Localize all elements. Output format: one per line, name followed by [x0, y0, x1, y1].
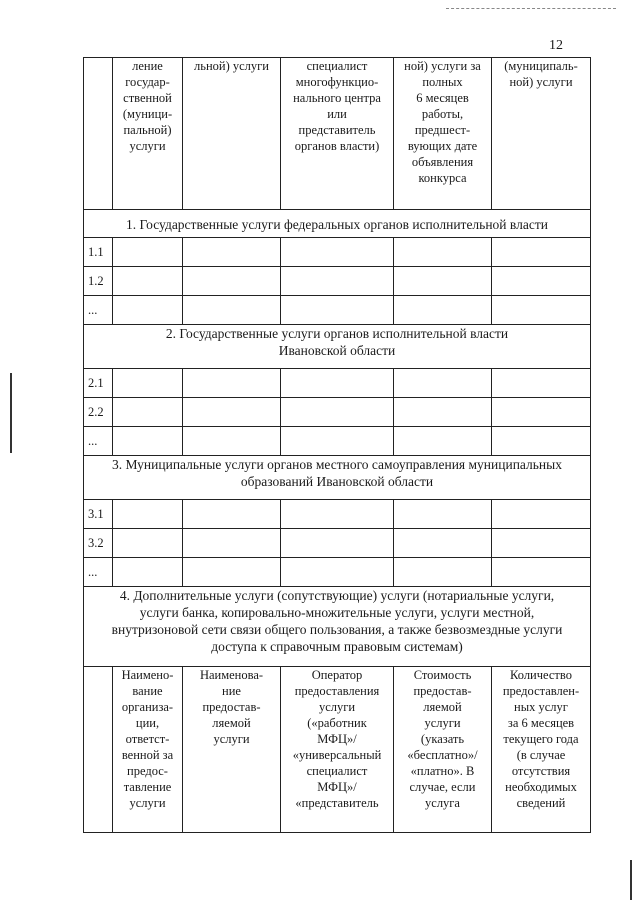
- cell-text-line: «представитель: [295, 796, 379, 810]
- cell-text-line: ляемой: [212, 716, 251, 730]
- section-2-title: [84, 325, 591, 369]
- cell-text-line: случае, если: [409, 780, 476, 794]
- cell-text-line: ление: [132, 59, 163, 73]
- cell-text-line: «универсальный: [292, 748, 382, 762]
- cell-text-line: 3. Муниципальные услуги органов местного самоуправления муниципальных: [112, 457, 562, 472]
- cell-text-line: услуги: [318, 700, 356, 714]
- cell-text-line: предоставлен-: [502, 684, 580, 698]
- row-number: 2.1: [84, 369, 113, 398]
- header-cell-3: [394, 58, 492, 210]
- section-3-row: [84, 456, 591, 500]
- cell-text-line: услуги: [129, 796, 166, 810]
- services-table: [83, 57, 591, 833]
- header-cell-blank: [84, 667, 113, 833]
- cell-text-line: ние: [222, 684, 241, 698]
- header-cell-0: [113, 58, 183, 210]
- cell-text-line: 2. Государственные услуги органов исполнительной власти: [165, 326, 509, 341]
- section-4-row: [84, 587, 591, 667]
- header-cell-1: [183, 58, 281, 210]
- cell-text-line: организа-: [121, 700, 174, 714]
- cell-text-line: отсутствия: [511, 764, 571, 778]
- cell-text-line: полных: [422, 75, 463, 89]
- row-number: 1.1: [84, 238, 113, 267]
- cell-text-line: тавление: [123, 780, 172, 794]
- cell-text-line: МФЦ»/: [317, 732, 357, 746]
- cell-text-line: 6 месяцев: [416, 91, 469, 105]
- cell-text-line: (указать: [420, 732, 465, 746]
- cell-text-line: вание: [132, 684, 163, 698]
- cell-text-line: Стоимость: [413, 668, 472, 682]
- header-cell-blank: [84, 58, 113, 210]
- cell-text-line: МФЦ»/: [317, 780, 357, 794]
- header-cell-4: [492, 58, 591, 210]
- cell-text-line: ответст-: [125, 732, 170, 746]
- org-name-header: [113, 667, 183, 833]
- scan-artifact-right: [630, 860, 632, 900]
- cell-text-line: 1. Государственные услуги федеральных органов исполнительной власти: [126, 217, 548, 232]
- cell-text-line: Количество: [510, 668, 572, 682]
- row-number: ...: [84, 427, 113, 456]
- cell-text-line: необходимых: [505, 780, 577, 794]
- scan-artifact-left: [10, 373, 12, 453]
- cell-text-line: представитель: [298, 123, 376, 137]
- cell-text-line: предшест-: [414, 123, 471, 137]
- row-number: 2.2: [84, 398, 113, 427]
- cell-text-line: Оператор: [311, 668, 363, 682]
- continued-header-row: [84, 58, 591, 210]
- cell-text-line: или: [327, 107, 347, 121]
- table-row: [84, 558, 591, 587]
- cell-text-line: (муници-: [122, 107, 173, 121]
- cell-text-line: предостав-: [202, 700, 261, 714]
- cell-text-line: 4. Дополнительные услуги (сопутствующие) услуги (нотариальные услуги,: [119, 588, 555, 603]
- section-1-row: [84, 210, 591, 238]
- cell-text-line: ных услуг: [514, 700, 568, 714]
- cell-text-line: Наименова-: [199, 668, 264, 682]
- cell-text-line: (в случае: [516, 748, 566, 762]
- table-row: [84, 267, 591, 296]
- cell-text-line: Наимено-: [121, 668, 174, 682]
- cell-text-line: государ-: [125, 75, 170, 89]
- cell-text-line: ной) услуги: [509, 75, 573, 89]
- section-3-title: [84, 456, 591, 500]
- table-row: [84, 369, 591, 398]
- cell-text-line: («работник: [307, 716, 367, 730]
- page-number: 12: [549, 38, 563, 53]
- row-number: ...: [84, 296, 113, 325]
- cell-text-line: работы,: [421, 107, 464, 121]
- cell-text-line: услуги: [213, 732, 250, 746]
- row-number: 3.1: [84, 500, 113, 529]
- cell-text-line: специалист: [306, 764, 368, 778]
- cell-text-line: органов власти): [294, 139, 380, 153]
- cell-text-line: нального центра: [293, 91, 381, 105]
- scan-artifact-top: [446, 8, 616, 9]
- cell-text-line: (муниципаль-: [504, 59, 578, 73]
- cell-text-line: льной) услуги: [194, 59, 269, 73]
- cell-text-line: объявления: [411, 155, 474, 169]
- row-number: ...: [84, 558, 113, 587]
- cell-text-line: ляемой: [423, 700, 462, 714]
- cell-text-line: предостав-: [413, 684, 472, 698]
- cell-text-line: специалист: [306, 59, 368, 73]
- cell-text-line: ственной: [123, 91, 172, 105]
- cell-text-line: предоставления: [294, 684, 380, 698]
- cell-text-line: ции,: [135, 716, 160, 730]
- cell-text-line: за 6 месяцев: [507, 716, 575, 730]
- cost-header: [394, 667, 492, 833]
- table-row: [84, 238, 591, 267]
- cell-text-line: сведений: [516, 796, 566, 810]
- section-1-title: [84, 210, 591, 238]
- cell-text-line: образований Ивановской области: [240, 474, 434, 489]
- count-header: [492, 667, 591, 833]
- cell-text-line: конкурса: [418, 171, 467, 185]
- cell-text-line: пальной): [123, 123, 172, 137]
- section-2-row: [84, 325, 591, 369]
- table-row: [84, 398, 591, 427]
- section-4-header-row: [84, 667, 591, 833]
- service-name-header: [183, 667, 281, 833]
- table-row: [84, 427, 591, 456]
- cell-text-line: «платно». В: [410, 764, 475, 778]
- table-row: [84, 529, 591, 558]
- cell-text-line: доступа к справочным правовым системам): [211, 639, 463, 654]
- cell-text-line: Ивановской области: [278, 343, 396, 358]
- row-number: 3.2: [84, 529, 113, 558]
- cell-text-line: услуги: [129, 139, 166, 153]
- cell-text-line: венной за: [121, 748, 174, 762]
- cell-text-line: «бесплатно»/: [407, 748, 478, 762]
- cell-text-line: услуга: [425, 796, 460, 810]
- cell-text-line: услуги: [424, 716, 461, 730]
- cell-text-line: услуги банка, копировально-множительные услуги, услуги местной,: [139, 605, 535, 620]
- cell-text-line: многофункцио-: [295, 75, 379, 89]
- cell-text-line: текущего года: [503, 732, 579, 746]
- table-row: [84, 296, 591, 325]
- table-row: [84, 500, 591, 529]
- row-number: 1.2: [84, 267, 113, 296]
- header-cell-2: [281, 58, 394, 210]
- cell-text-line: внутризоновой сети связи общего пользования, а также безвозмездные услуги: [111, 622, 563, 637]
- section-4-title: [84, 587, 591, 667]
- operator-header: [281, 667, 394, 833]
- cell-text-line: ной) услуги за: [404, 59, 481, 73]
- cell-text-line: предос-: [127, 764, 168, 778]
- cell-text-line: вующих дате: [407, 139, 478, 153]
